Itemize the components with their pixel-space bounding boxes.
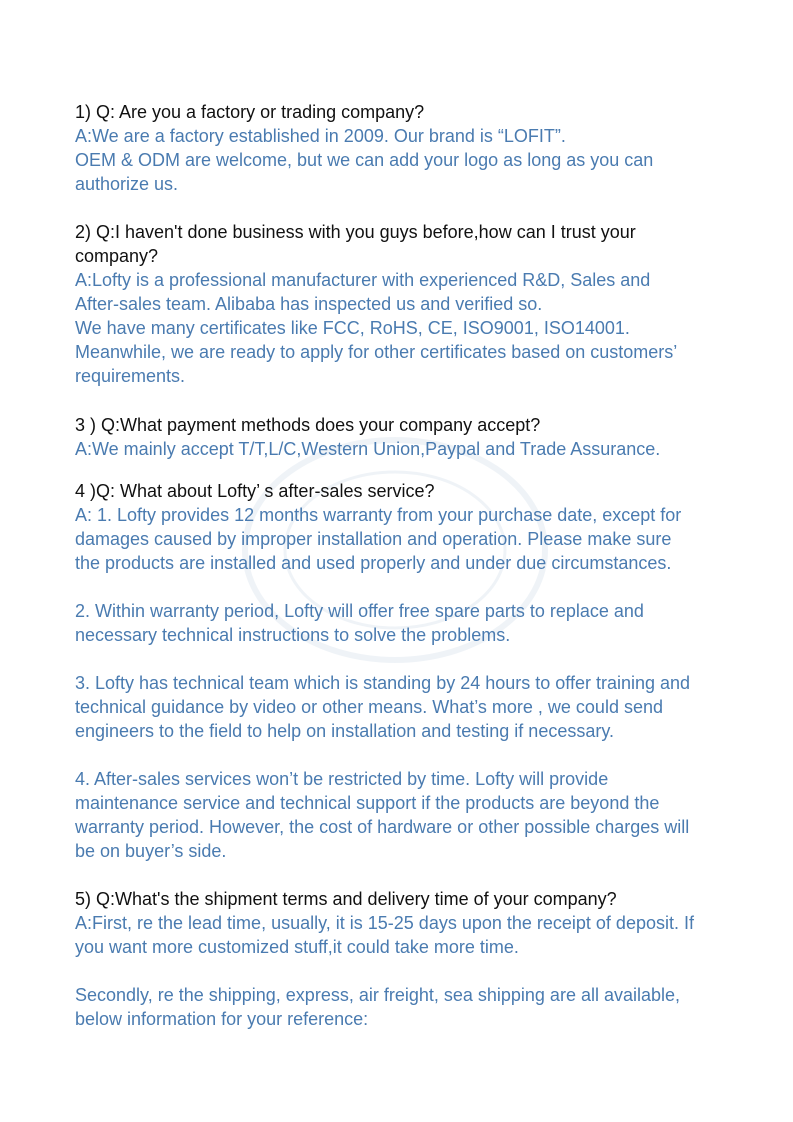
faq-4-answer-line-4: 2. Within warranty period, Lofty will offer free spare parts to replace and [75, 601, 644, 621]
faq-1-question-line-1: 1) Q: Are you a factory or trading company? [75, 102, 425, 122]
faq-4-answer-line-6: 3. Lofty has technical team which is standing by 24 hours to offer training and [75, 673, 691, 693]
faq-5-question-line-1: 5) Q:What's the shipment terms and delivery time of your company? [75, 889, 617, 909]
faq-4-answer-line-1: A: 1. Lofty provides 12 months warranty from your purchase date, except for [75, 505, 682, 525]
faq-2-answer-line-3: We have many certificates like FCC, RoHS, CE, ISO9001, ISO14001. [75, 318, 630, 338]
faq-2-question-line-2: company? [75, 246, 159, 266]
faq-1-answer-line-1: A:We are a factory established in 2009. Our brand is “LOFIT”. [75, 126, 566, 146]
faq-4-answer-line-10: maintenance service and technical support if the products are beyond the [75, 793, 660, 813]
faq-1-answer-line-2: OEM & ODM are welcome, but we can add your logo as long as you can [75, 150, 654, 170]
faq-5-answer-line-2: you want more customized stuff,it could take more time. [75, 937, 519, 957]
faq-2-question-line-1: 2) Q:I haven't done business with you guys before,how can I trust your [75, 222, 636, 242]
faq-4-answer-line-8: engineers to the field to help on installation and testing if necessary. [75, 721, 615, 741]
faq-3-answer-line-1: A:We mainly accept T/T,L/C,Western Union,Paypal and Trade Assurance. [75, 439, 661, 459]
faq-5-answer-line-3: Secondly, re the shipping, express, air freight, sea shipping are all available, [75, 985, 681, 1005]
faq-4-answer-line-9: 4. After-sales services won’t be restricted by time. Lofty will provide [75, 769, 609, 789]
faq-4-question-line-1: 4 )Q: What about Lofty’ s after-sales service? [75, 481, 435, 501]
faq-4-answer-line-3: the products are installed and used properly and under due circumstances. [75, 553, 672, 573]
faq-5-answer-line-4: below information for your reference: [75, 1009, 369, 1029]
faq-4-answer-line-5: necessary technical instructions to solve the problems. [75, 625, 511, 645]
faq-5-answer-line-1: A:First, re the lead time, usually, it is 15-25 days upon the receipt of deposit. If [75, 913, 694, 933]
faq-2-answer-line-5: requirements. [75, 366, 186, 386]
faq-4-answer-line-7: technical guidance by video or other means. What’s more , we could send [75, 697, 663, 717]
faq-4-answer-line-2: damages caused by improper installation and operation. Please make sure [75, 529, 672, 549]
faq-3-question-line-1: 3 ) Q:What payment methods does your company accept? [75, 415, 541, 435]
faq-2-answer-line-4: Meanwhile, we are ready to apply for other certificates based on customers’ [75, 342, 678, 362]
faq-2-answer-line-2: After-sales team. Alibaba has inspected us and verified so. [75, 294, 543, 314]
faq-4-answer-line-12: be on buyer’s side. [75, 841, 227, 861]
faq-1-answer-line-3: authorize us. [75, 174, 179, 194]
faq-2-answer-line-1: A:Lofty is a professional manufacturer with experienced R&D, Sales and [75, 270, 651, 290]
faq-4-answer-line-11: warranty period. However, the cost of hardware or other possible charges will [75, 817, 690, 837]
